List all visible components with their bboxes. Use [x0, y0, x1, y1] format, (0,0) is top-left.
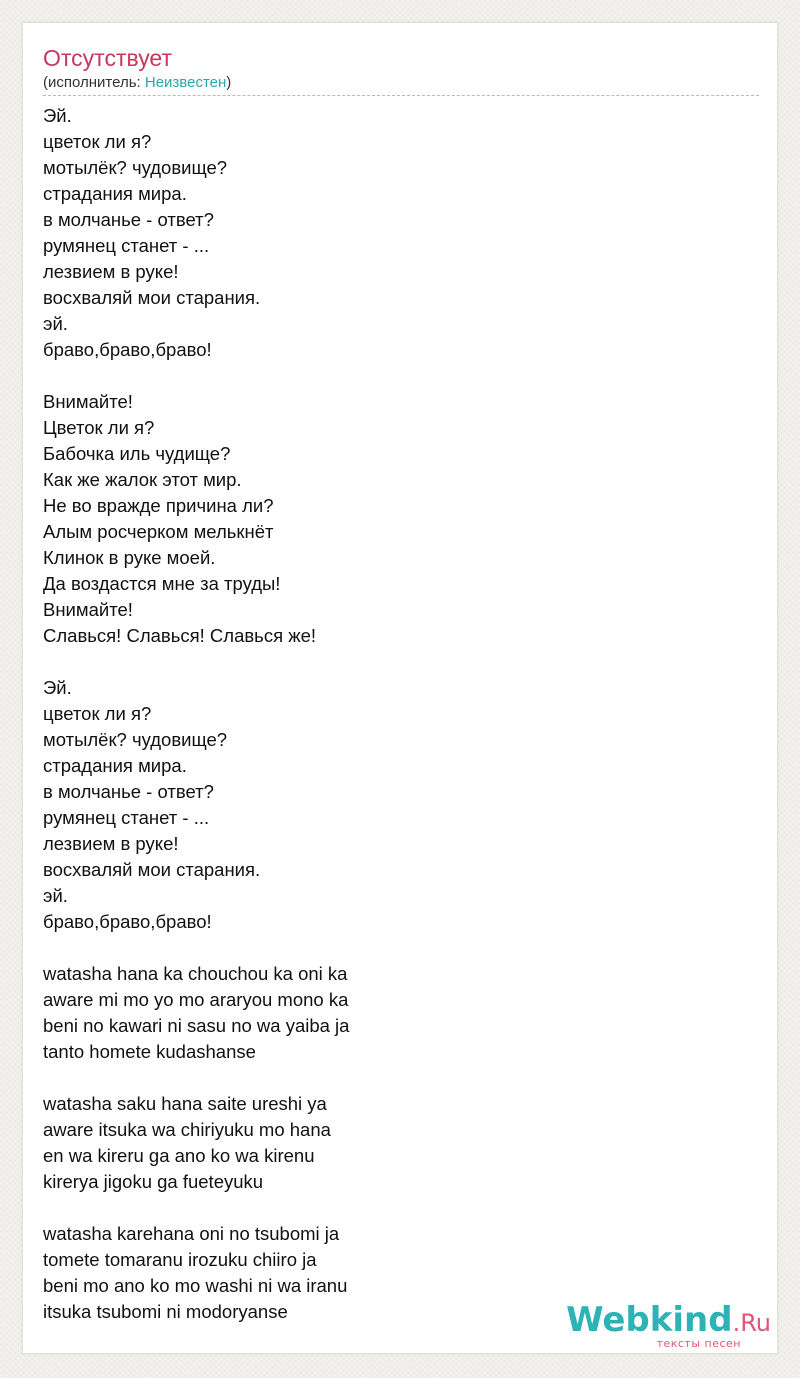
lyrics-text: Эй. цветок ли я? мотылёк? чудовище? страдания мира. в молчанье - ответ? румянец станет - ... лезвием в руке! восхваляй мои старания. эй. браво,браво,браво! Внимайте! Цветок ли я? Бабочка иль чудище? Как же жалок этот мир. Не во вражде причина ли? Алым росчерком мелькнёт Клинок в руке моей. Да воздастся мне за труды! Внимайте! Славься! Славься! Славься же! Эй. цветок ли я? мотылёк? чудовище? страдания мира. в молчанье - ответ? румянец станет - ... лезвием в руке! восхваляй мои старания. эй. браво,браво,браво! watasha hana ka chouchou ka oni ka aware mi mo yo mo araryou mono ka beni no kawari ni sasu no wa yaiba ja tanto homete kudashanse watasha saku hana saite ureshi ya aware itsuka wa chiriyuku mo hana en wa kireru ga ano ko wa kirenu kirerya jigoku ga fueteyuku watasha karehana oni no tsubomi ja tomete tomaranu irozuku chiiro ja beni mo ano ko mo washi ni wa iranu itsuka tsubomi ni modoryanse [43, 105, 350, 1322]
logo-main-text: Webkind [566, 1300, 733, 1340]
webkind-logo[interactable] [566, 1300, 771, 1350]
artist-suffix: ) [226, 74, 232, 91]
logo-wordmark [566, 1300, 771, 1340]
logo-suffix: .Ru [732, 1309, 771, 1337]
logo-tagline: тексты песен [656, 1337, 741, 1350]
song-title: Отсутствует [43, 45, 172, 71]
lyrics-card [22, 22, 778, 1354]
artist-prefix: (исполнитель: [43, 74, 145, 91]
artist-line [43, 73, 759, 92]
song-header [43, 43, 759, 96]
artist-link[interactable]: Неизвестен [144, 74, 227, 91]
